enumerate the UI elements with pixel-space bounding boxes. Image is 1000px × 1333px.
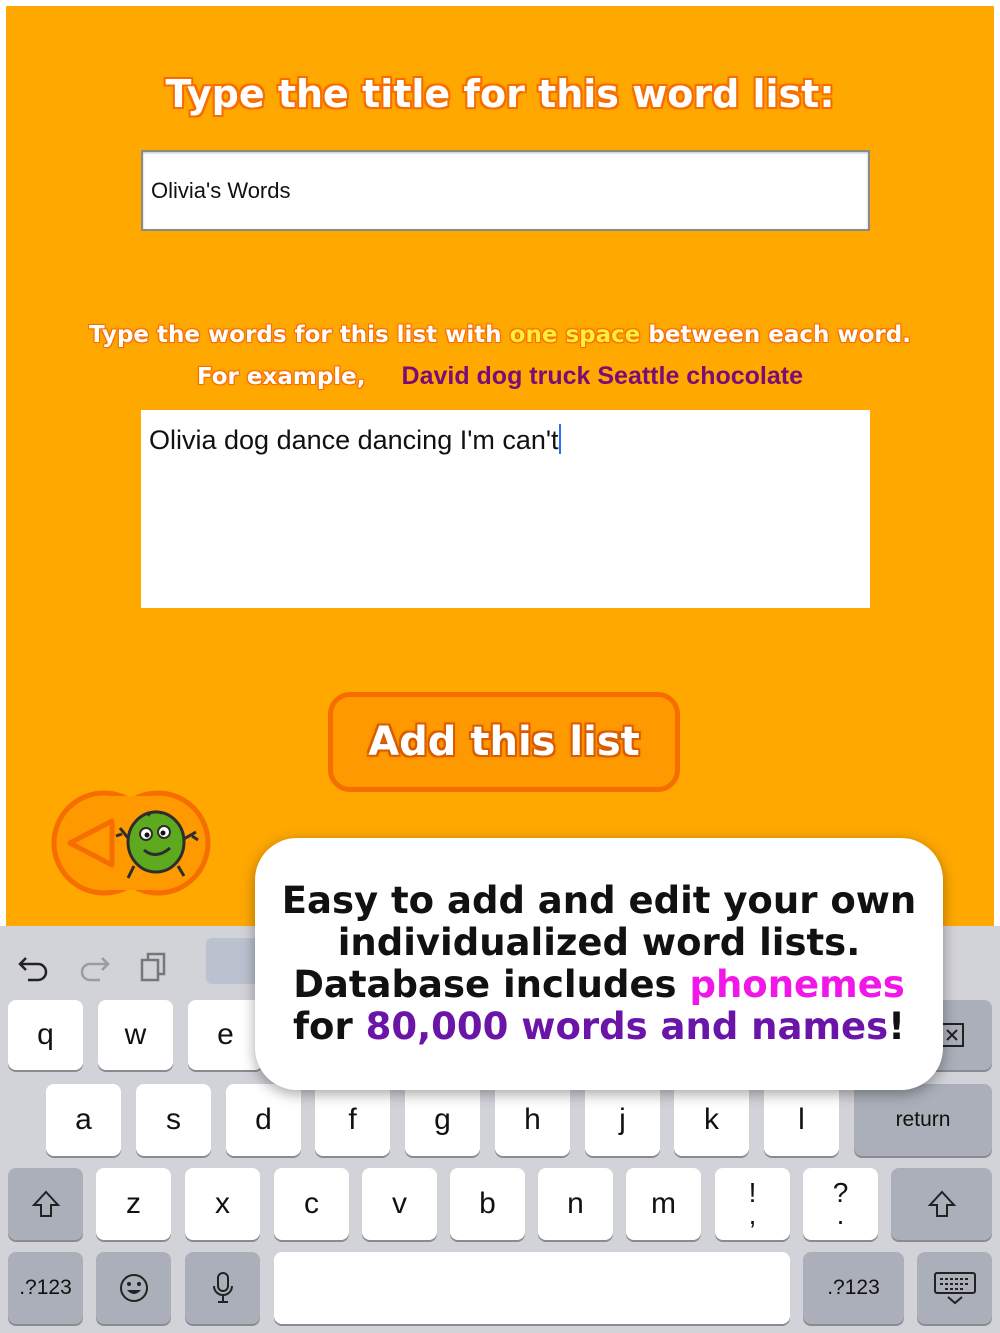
paste-icon[interactable] <box>136 948 172 984</box>
key-q[interactable]: q <box>8 1000 83 1070</box>
key-question-label: ? <box>832 1177 849 1208</box>
promo-callout <box>255 838 943 1090</box>
instruction-text-end: between each word. <box>640 322 911 348</box>
key-a[interactable]: a <box>46 1084 121 1156</box>
key-g[interactable]: g <box>405 1084 480 1156</box>
title-prompt: Type the title for this word list: <box>165 72 835 116</box>
list-title-input[interactable] <box>141 150 870 231</box>
key-exclaim-comma[interactable] <box>715 1168 790 1240</box>
add-list-label: Add this list <box>368 719 640 765</box>
key-j[interactable]: j <box>585 1084 660 1156</box>
promo-line-4-text: for <box>292 1005 366 1048</box>
key-h[interactable]: h <box>495 1084 570 1156</box>
promo-line-4 <box>282 1006 917 1048</box>
key-x[interactable]: x <box>185 1168 260 1240</box>
list-title-value: Olivia's Words <box>151 177 291 203</box>
instruction-highlight: one space <box>509 322 641 348</box>
key-k[interactable]: k <box>674 1084 749 1156</box>
words-instruction <box>0 322 1000 348</box>
key-d[interactable]: d <box>226 1084 301 1156</box>
key-f[interactable]: f <box>315 1084 390 1156</box>
key-c[interactable]: c <box>274 1168 349 1240</box>
word-list-value: Olivia dog dance dancing I'm can't <box>149 425 559 455</box>
promo-word-count: 80,000 words and names <box>365 1005 889 1048</box>
promo-line-3 <box>282 964 917 1006</box>
promo-phonemes: phonemes <box>689 963 905 1006</box>
word-list-textarea[interactable] <box>141 410 870 608</box>
promo-text <box>282 880 917 1048</box>
dismiss-keyboard-key[interactable] <box>917 1252 992 1324</box>
text-caret <box>559 424 561 454</box>
key-b[interactable]: b <box>450 1168 525 1240</box>
example-label: For example, <box>196 364 366 390</box>
shift-key-left[interactable] <box>8 1168 83 1240</box>
promo-line-3-text: Database includes <box>293 963 690 1006</box>
example-line <box>0 362 1000 391</box>
instruction-text: Type the words for this list with <box>89 322 510 348</box>
key-v[interactable]: v <box>362 1168 437 1240</box>
numbers-key-left[interactable]: .?123 <box>8 1252 83 1324</box>
emoji-icon <box>118 1272 150 1304</box>
numbers-key-right[interactable]: .?123 <box>803 1252 904 1324</box>
undo-icon[interactable] <box>16 948 52 984</box>
example-words: David dog truck Seattle chocolate <box>401 362 804 390</box>
shift-icon <box>31 1189 61 1219</box>
dictation-key[interactable] <box>185 1252 260 1324</box>
space-key[interactable] <box>274 1252 790 1324</box>
key-period-label: . <box>836 1199 845 1230</box>
promo-line-1: Easy to add and edit your own <box>281 879 917 922</box>
key-exclaim-label: ! <box>748 1177 757 1208</box>
key-comma-label: , <box>748 1199 757 1230</box>
add-list-button[interactable] <box>328 692 680 792</box>
emoji-key[interactable] <box>96 1252 171 1324</box>
shift-icon <box>927 1189 957 1219</box>
key-e[interactable]: e <box>188 1000 263 1070</box>
promo-line-2: individualized word lists. <box>337 921 861 964</box>
key-z[interactable]: z <box>96 1168 171 1240</box>
key-question-period[interactable] <box>803 1168 878 1240</box>
keyboard-dismiss-icon <box>933 1271 977 1305</box>
key-w[interactable]: w <box>98 1000 173 1070</box>
microphone-icon <box>212 1271 234 1305</box>
return-key[interactable]: return <box>854 1084 992 1156</box>
redo-icon[interactable] <box>76 948 112 984</box>
shift-key-right[interactable] <box>891 1168 992 1240</box>
promo-exclaim: ! <box>888 1005 906 1048</box>
back-button[interactable] <box>50 790 212 896</box>
key-m[interactable]: m <box>626 1168 701 1240</box>
key-s[interactable]: s <box>136 1084 211 1156</box>
key-n[interactable]: n <box>538 1168 613 1240</box>
key-l[interactable]: l <box>764 1084 839 1156</box>
